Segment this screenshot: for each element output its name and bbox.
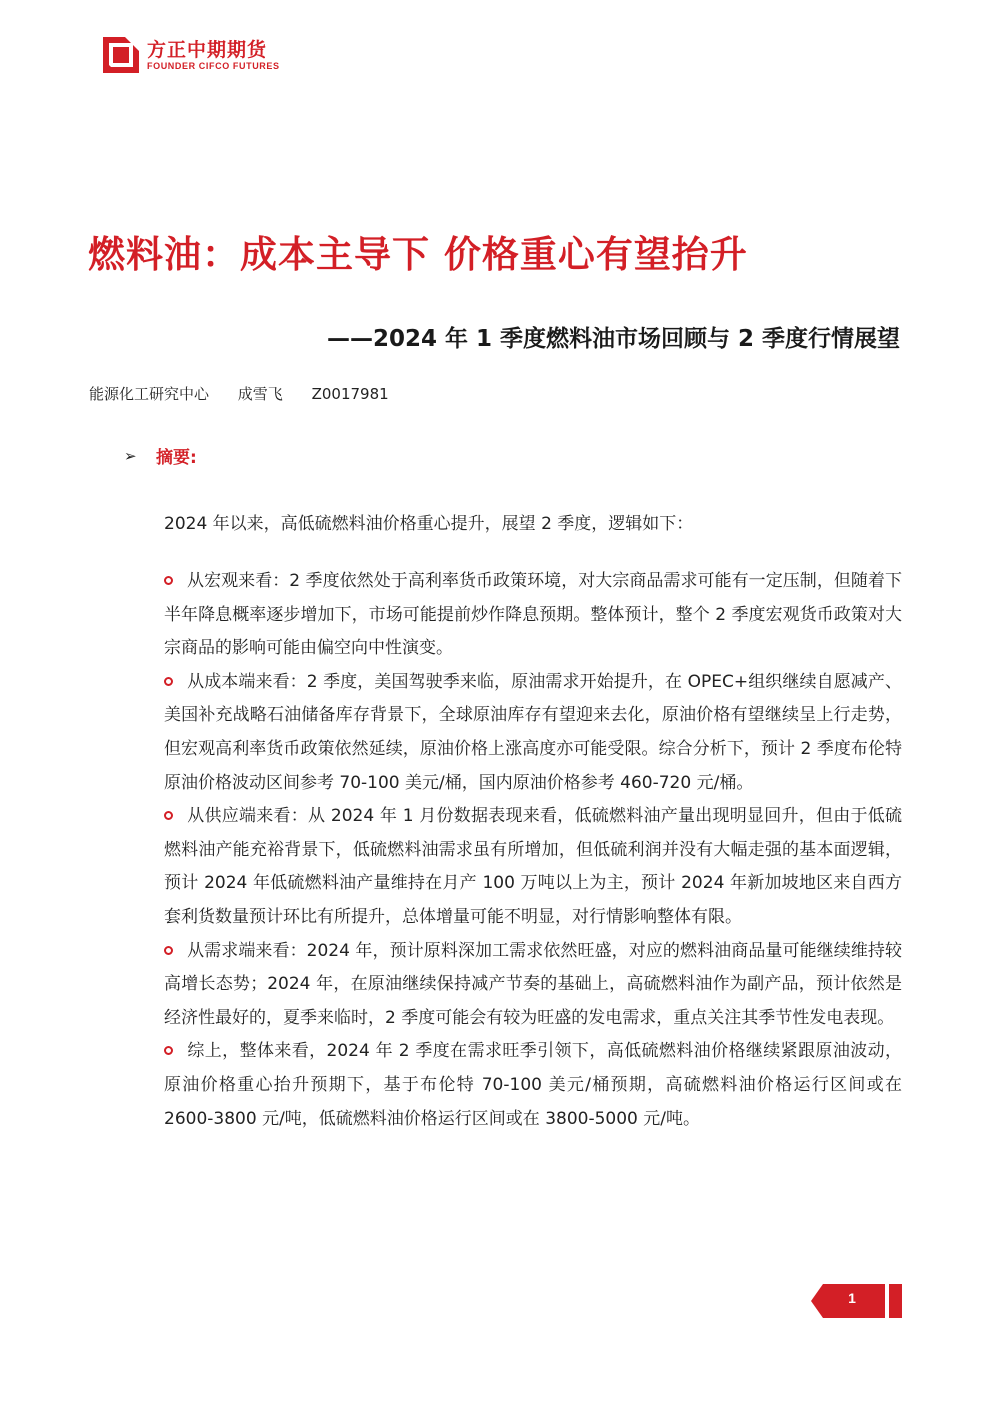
circle-bullet-icon <box>164 1046 173 1055</box>
report-subtitle: ——2024 年 1 季度燃料油市场回顾与 2 季度行情展望 <box>326 326 900 352</box>
author-line <box>89 383 389 404</box>
summary-points <box>164 565 902 1136</box>
point-text: 从宏观来看：2 季度依然处于高利率货币政策环境，对大宗商品需求可能有一定压制，但随着下半年降息概率逐步增加下，市场可能提前炒作降息预期。整体预计，整个 2 季度宏观货币政策对大宗商品的影响可能由偏空向中性演变。 <box>164 571 902 659</box>
list-item <box>164 666 902 800</box>
license-number: Z0017981 <box>311 385 389 403</box>
summary-label: 摘要: <box>156 448 197 468</box>
company-logo <box>103 36 280 74</box>
list-item <box>164 800 902 934</box>
founder-logo-icon <box>103 37 139 73</box>
point-text: 从需求端来看：2024 年，预计原料深加工需求依然旺盛，对应的燃料油商品量可能继续维持较高增长态势；2024 年，在原油继续保持减产节奏的基础上，高硫燃料油作为副产品，预计依然是经济性最好的，夏季来临时，2 季度可能会有较为旺盛的发电需求，重点关注其季节性发电表现。 <box>164 940 902 1028</box>
summary-heading <box>124 443 197 468</box>
logo-english-name: FOUNDER CIFCO FUTURES <box>147 60 280 71</box>
circle-bullet-icon <box>164 677 173 686</box>
author-name: 成雪飞 <box>237 385 283 403</box>
logo-chinese-name: 方正中期期货 <box>147 38 268 61</box>
point-text: 综上，整体来看，2024 年 2 季度在需求旺季引领下，高低硫燃料油价格继续紧跟原油波动，原油价格重心抬升预期下，基于布伦特 70-100 美元/桶预期，高硫燃料油价格运行区间或在 2600-3800 元/吨，低硫燃料油价格运行区间或在 3800-5000 元/吨。 <box>164 1041 902 1129</box>
point-text: 从供应端来看：从 2024 年 1 月份数据表现来看，低硫燃料油产量出现明显回升，但由于低硫燃料油产能充裕背景下，低硫燃料油需求虽有所增加，但低硫利润并没有大幅走强的基本面逻辑，预计 2024 年低硫燃料油产量维持在月产 100 万吨以上为主，预计 2024 年新加坡地区来自西方套利货数量预计环比有所提升，总体增量可能不明显，对行情影响整体有限。 <box>164 806 902 927</box>
circle-bullet-icon <box>164 811 173 820</box>
circle-bullet-icon <box>164 946 173 955</box>
summary-intro: 2024 年以来，高低硫燃料油价格重心提升，展望 2 季度，逻辑如下： <box>164 514 694 534</box>
arrow-bullet-icon: ➢ <box>124 446 137 465</box>
list-item <box>164 565 902 666</box>
department: 能源化工研究中心 <box>89 385 210 403</box>
page-number: 1 <box>848 1290 856 1306</box>
list-item <box>164 1035 902 1136</box>
point-text: 从成本端来看：2 季度，美国驾驶季来临，原油需求开始提升，在 OPEC+组织继续自愿减产、美国补充战略石油储备库存背景下，全球原油库存有望迎来去化，原油价格有望继续呈上行走势，但宏观高利率货币政策依然延续，原油价格上涨高度亦可能受限。综合分析下，预计 2 季度布伦特原油价格波动区间参考 70-100 美元/桶，国内原油价格参考 460-720 元/桶。 <box>164 671 902 793</box>
list-item <box>164 935 902 1036</box>
circle-bullet-icon <box>164 576 173 585</box>
logo-text <box>147 39 280 72</box>
report-title: 燃料油：成本主导下 价格重心有望抬升 <box>88 233 748 276</box>
